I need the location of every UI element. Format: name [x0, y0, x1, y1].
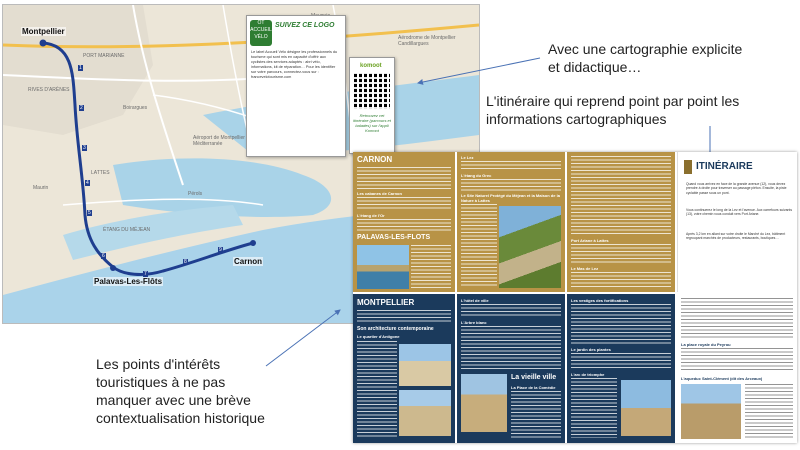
fortif-sub1: Les vestiges des fortifications [571, 298, 629, 303]
route-marker: 7 [144, 271, 147, 277]
aqueduc-photo [681, 384, 741, 439]
palavas-photo [357, 245, 409, 289]
route-marker: 3 [83, 145, 86, 151]
route-marker: 8 [184, 259, 187, 265]
label-palavas: Palavas-Les-Flôts [94, 277, 163, 286]
label-port-marianne: PORT MARIANNE [83, 53, 125, 59]
panel-carnon [353, 152, 455, 292]
route-marker: 4 [86, 180, 89, 186]
label-carnon: Carnon [234, 257, 262, 266]
panel-port-ariane [567, 152, 675, 292]
panel-montpellier [353, 294, 455, 443]
ville-sub3: La Place de la Comédie [511, 385, 556, 390]
vieille-ville-title: La vieille ville [511, 374, 557, 381]
route-marker: 2 [80, 105, 83, 111]
route-marker: 9 [219, 247, 222, 253]
caption-itinerary: L'itinéraire qui reprend point par point les informations cartographiques [486, 93, 740, 127]
komoot-text: Retrouvez cet itinéraire (parcours et balades) sur l'appli Komoot [353, 113, 391, 133]
route-marker: 6 [102, 253, 105, 259]
label-aeroport-med: Aéroport de Montpellier Méditerranée [193, 135, 245, 147]
antigone-photo [399, 344, 451, 386]
comedie-photo [461, 374, 507, 432]
brochure-page [353, 152, 797, 443]
lez-sub1: Le Lez [461, 155, 474, 160]
carnon-sub2: L'étang de l'Or [357, 213, 385, 218]
montpellier-title: MONTPELLIER [357, 298, 415, 307]
label-etang: ÉTANG DU MÉJEAN [103, 227, 151, 233]
panel-vieille-ville [457, 294, 565, 443]
label-perols: Pérols [188, 191, 203, 197]
label-maurin: Maurin [33, 185, 49, 191]
signpost-icon [684, 160, 692, 174]
panel-fortifications [567, 294, 675, 443]
label-aeroport: Aérodrome de Montpellier Candillargues [398, 35, 456, 47]
itineraire-step: Quand vous arrivez en face de la grande avenue (12), vous devez prendre à droite pour traverser au passage piéton. Ensuite, la piste cyclable passe sous un pont. [686, 182, 787, 195]
panel-peyrou [677, 294, 797, 443]
ville-sub2: L'Arbre blanc [461, 320, 487, 325]
itineraire-step: Vous continuerez le long de la Lez et l'avenue. Aux carrefours suivants (13), votre chemin vous conduit vers Port Ariane. [686, 208, 793, 217]
aqueduc-sub: L'aqueduc Saint-Clément (dit des Arceaux) [681, 376, 763, 381]
mas-lez-sub: Le Mas de Lez [571, 266, 599, 271]
peyrou-sub: La place royale du Peyrou [681, 342, 731, 347]
logo-card-body: Le label Accueil Vélo désigne les professionnels du tourisme qui sont mis en capacité d'offrir aux cyclistes des services adaptés : abri vélo, informations, kit de réparation… Pour les identifier sur votre parcours, connectez-vous sur : francevelotourisme.com [251, 50, 338, 79]
label-lattes: LATTES [91, 170, 110, 176]
itineraire-title: ITINÉRAIRE [696, 161, 753, 172]
antigone-photo-2 [399, 390, 451, 436]
mejean-photo [499, 206, 561, 288]
montpellier-sub2: Le quartier d'Antigone [357, 334, 400, 339]
logo-card-title: SUIVEZ CE LOGO [275, 22, 335, 29]
panel-itineraire [677, 152, 797, 292]
lez-sub3: Le Site Naturel Protégé du Méjean et la Maison de la Nature à Lattes [461, 193, 560, 203]
caption-cartography: Avec une cartographie explicite et didactique… [548, 41, 743, 75]
ville-sub1: L'hôtel de ville [461, 298, 489, 303]
montpellier-sub1: Son architecture contemporaine [357, 326, 434, 332]
fortif-sub3: L'arc de triomphe [571, 372, 605, 377]
carnon-title: CARNON [357, 155, 393, 164]
route-marker: 1 [79, 65, 82, 71]
carnon-sub1: Les cabanes de Carnon [357, 191, 402, 196]
label-boirargues: Boirargues [123, 105, 148, 111]
caption-points-interest: Les points d'intérêts touristiques à ne pas manquer avec une brève contextualisation historique [96, 356, 265, 426]
port-ariane-sub: Port Ariane à Lattes [571, 238, 609, 243]
label-aresnes: RIVES D'ARÈNES [28, 87, 70, 93]
fortif-sub2: Le jardin des plantes [571, 347, 611, 352]
arc-triomphe-photo [621, 380, 671, 436]
label-montpellier: Montpellier [22, 27, 65, 36]
panel-lez [457, 152, 565, 292]
accueil-velo-logo: OT ACCUEIL VÉLO [250, 20, 272, 46]
route-marker: 5 [88, 210, 91, 216]
komoot-brand: komoot [360, 63, 382, 69]
palavas-title: PALAVAS-LES-FLOTS [357, 234, 431, 241]
lez-sub2: L'étang du Grec [461, 173, 492, 178]
itineraire-step: Après 3,2 km en allant sur votre droite le Marché du Lez, bâtiment regroupant marchés de producteurs, restaurants, boutiques… [686, 232, 786, 241]
